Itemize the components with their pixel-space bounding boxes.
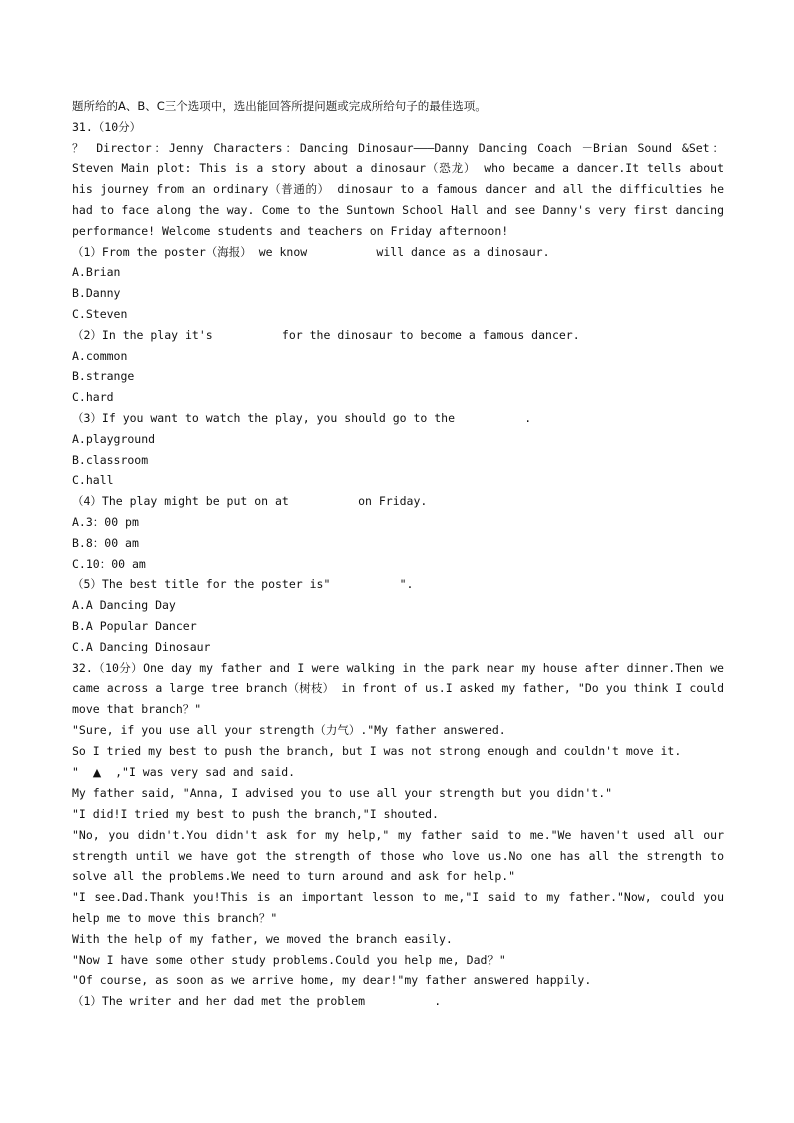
option-c[interactable]: C.hard [72,390,114,405]
q32-intro-paragraph [72,658,731,720]
option-a[interactable]: A.3：00 pm [72,514,139,529]
q32-paragraph-5: My father said, "Anna, I advised you to use all your strength but you didn't." [72,786,613,801]
q32-paragraph-6: "I did!I tried my best to push the branch,"I shouted. [72,807,439,822]
q32-paragraph-7: "No, you didn't.You didn't ask for my help," my father said to me."We haven't used all our strength until we have got the strength of those who love us.No one has all the strength to solve all the problems.We need to turn around and ask for help." [72,827,731,884]
option-b[interactable]: B.8：00 am [72,535,139,550]
q31-question-2: （2）In the play it's for the dinosaur to become a famous dancer. [72,327,580,342]
option-c[interactable]: C.hall [72,473,114,488]
option-b[interactable]: B.strange [72,369,135,384]
q32-paragraph-10: "Now I have some other study problems.Could you help me, Dad？" [72,952,506,967]
option-b[interactable]: B.classroom [72,452,149,467]
quote-open: " [72,764,93,779]
quote-close: ,"I was very sad and said. [101,764,296,779]
option-a[interactable]: A.playground [72,431,156,446]
instruction-text: 题所给的A、B、C三个选项中，选出能回答所提问题或完成所给句子的最佳选项。 [72,99,487,113]
q32-paragraph-2: "Sure, if you use all your strength（力气）."My father answered. [72,722,506,737]
option-c[interactable]: C.A Dancing Dinosaur [72,639,211,654]
option-a[interactable]: A.A Dancing Day [72,598,176,613]
q32-paragraph-1: One day my father and I were walking in the park near my house after dinner.Then we came across a large tree branch（树枝） in front of us.I asked my father, "Do you think I could move that branch？" [72,660,731,717]
blank-marker-triangle-icon: ▲ [92,765,102,779]
q31-question-5: （5）The best title for the poster is" ". [72,577,414,592]
q31-question-3: （3）If you want to watch the play, you should go to the . [72,410,532,425]
q31-question-1: （1）From the poster（海报） we know will dance as a dinosaur. [72,244,550,259]
option-a[interactable]: A.common [72,348,128,363]
option-b[interactable]: B.Danny [72,286,121,301]
q32-paragraph-9: With the help of my father, we moved the branch easily. [72,931,453,946]
q31-question-4: （4）The play might be put on at on Friday. [72,494,428,509]
q32-paragraph-3: So I tried my best to push the branch, but I was not strong enough and couldn't move it. [72,743,682,758]
q32-header: 32.（10分） [72,660,144,675]
option-c[interactable]: C.Steven [72,306,128,321]
q31-passage: ？ Director：Jenny Characters：Dancing Dinosaur———Danny Dancing Coach －Brian Sound &Set：Steven Main plot: This is a story about a dinosaur（恐龙） who became a dancer.It tells about his journey from an ordinary（普通的） dinosaur to a famous dancer and all the difficulties he had to face along the way. Come to the Suntown School Hall and see Danny's very first dancing performance! Welcome students and teachers on Friday afternoon! [72,140,731,238]
q32-paragraph-11: "Of course, as soon as we arrive home, my dear!"my father answered happily. [72,973,592,988]
q31-header: 31.（10分） [72,119,142,134]
q32-paragraph-4 [72,762,724,784]
option-a[interactable]: A.Brian [72,265,121,280]
q32-question-1: （1）The writer and her dad met the problem . [72,994,442,1009]
q32-paragraph-8: "I see.Dad.Thank you!This is an important lesson to me,"I said to my father."Now, could you help me to move this branch？" [72,890,731,926]
exam-page [72,96,731,1012]
option-c[interactable]: C.10：00 am [72,556,146,571]
option-b[interactable]: B.A Popular Dancer [72,618,197,633]
